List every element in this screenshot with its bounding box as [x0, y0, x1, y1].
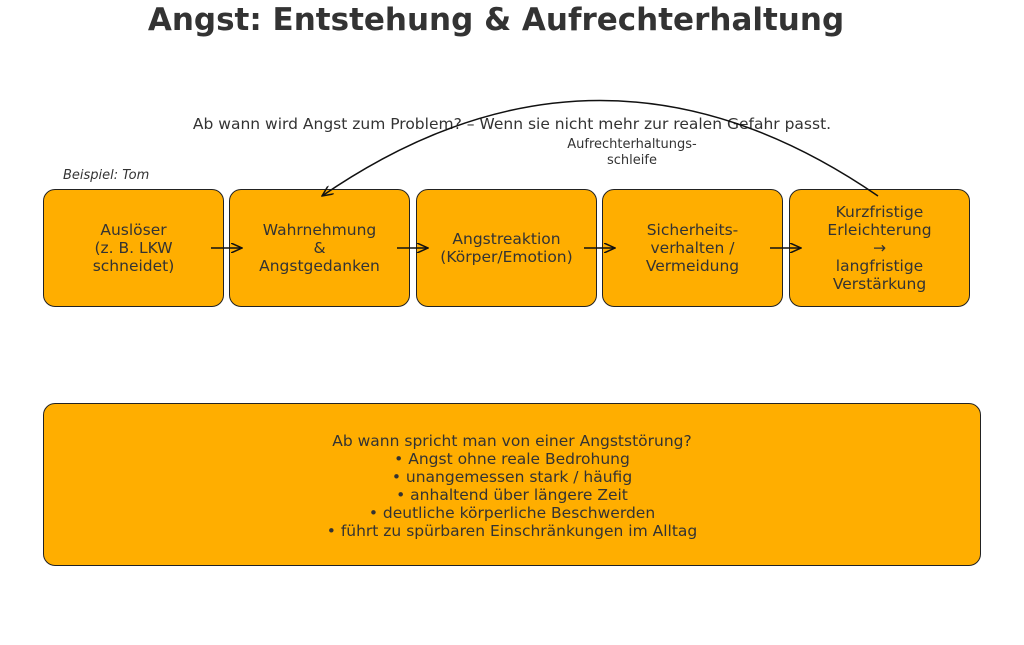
- loop-label: Aufrechterhaltungs- schleife: [567, 137, 697, 168]
- step-trigger-label: Auslöser (z. B. LKW schneidet): [92, 221, 175, 275]
- step-relief: [789, 189, 970, 307]
- info-bullet: • Angst ohne reale Bedrohung: [394, 450, 630, 468]
- info-bullet: • deutliche körperliche Beschwerden: [368, 504, 656, 522]
- step-trigger: [43, 189, 224, 307]
- diagram-subtitle: Ab wann wird Angst zum Problem? – Wenn sie nicht mehr zur realen Gefahr passt.: [192, 115, 832, 133]
- info-bullet: • anhaltend über längere Zeit: [396, 486, 628, 504]
- example-label: Beispiel: Tom: [63, 168, 150, 183]
- step-anxiety-reaction: [416, 189, 597, 307]
- step-perception: [229, 189, 410, 307]
- info-bullet: • unangemessen stark / häufig: [391, 468, 633, 486]
- info-bullet: • führt zu spürbaren Einschränkungen im Alltag: [326, 522, 698, 540]
- step-perception-label: Wahrnehmung & Angstgedanken: [259, 221, 380, 275]
- step-safety-behavior-label: Sicherheits- verhalten / Vermeidung: [645, 221, 740, 275]
- info-heading: Ab wann spricht man von einer Angststörung?: [332, 432, 692, 450]
- info-text: [44, 432, 980, 540]
- anxiety-disorder-info-box: [43, 403, 981, 566]
- step-anxiety-reaction-label: Angstreaktion (Körper/Emotion): [440, 230, 573, 266]
- diagram-title: Angst: Entstehung & Aufrechterhaltung: [147, 2, 845, 38]
- step-relief-label: Kurzfristige Erleichterung → langfristige Verstärkung: [827, 203, 932, 293]
- step-safety-behavior: [602, 189, 783, 307]
